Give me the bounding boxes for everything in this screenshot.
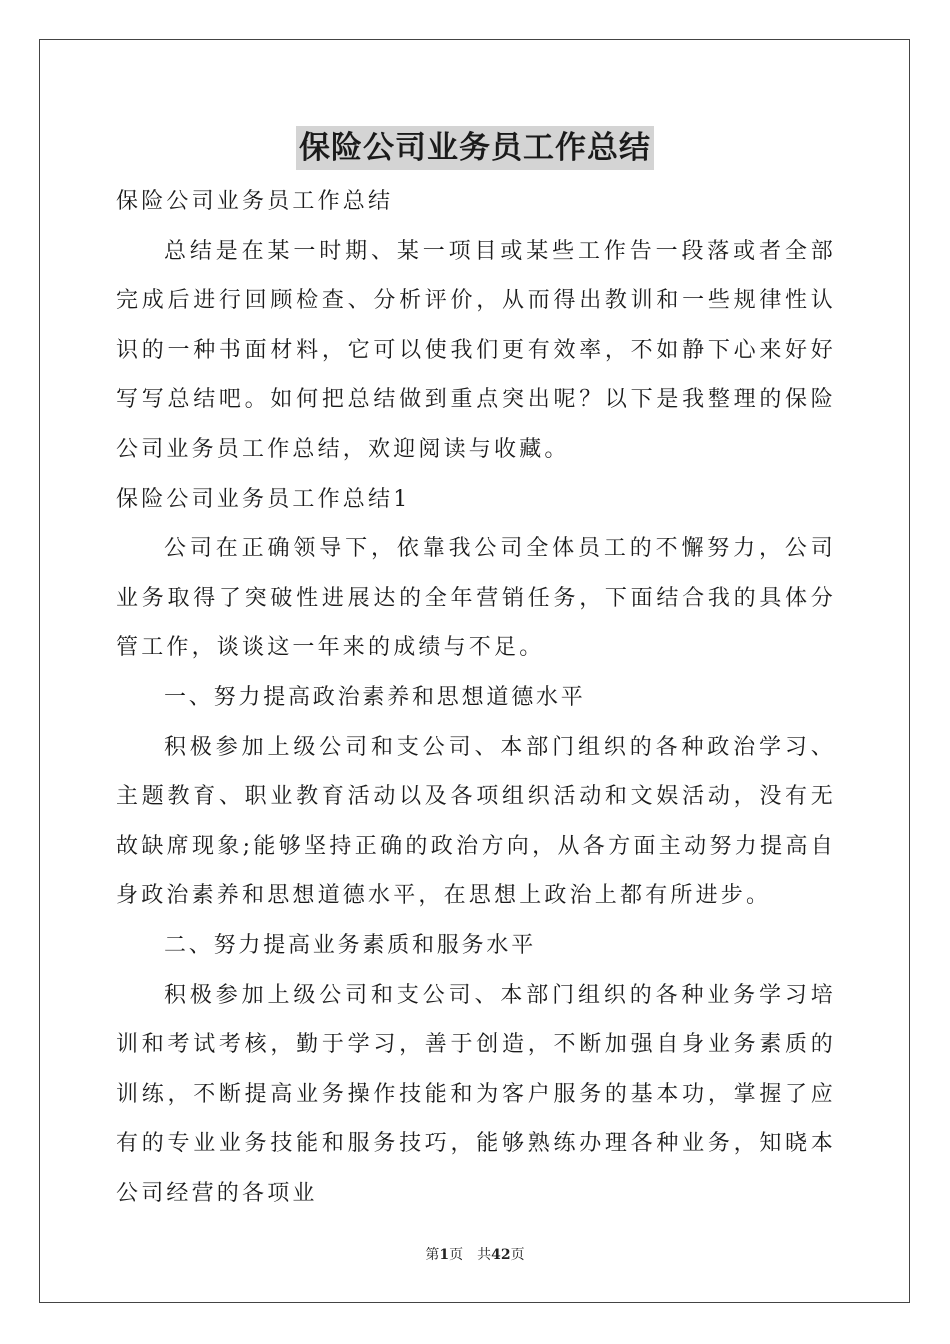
- total-pages: 42: [491, 1247, 511, 1263]
- title-container: [0, 126, 950, 170]
- subheading-two: 二、努力提高业务素质和服务水平: [164, 932, 537, 958]
- subheading-one: 一、努力提高政治素养和思想道德水平: [164, 684, 586, 710]
- subtitle-line: 保险公司业务员工作总结: [116, 189, 394, 214]
- page-footer: [0, 1246, 950, 1264]
- page-suffix: 页: [449, 1247, 464, 1263]
- total-prefix: 共: [477, 1247, 492, 1263]
- document-title: 保险公司业务员工作总结: [296, 126, 654, 170]
- body-paragraph: 公司在正确领导下，依靠我公司全体员工的不懈努力，公司业务取得了突破性进展达的全年营销任务，下面结合我的具体分管工作，谈谈这一年来的成绩与不足。: [116, 536, 836, 661]
- page-prefix: 第: [425, 1247, 440, 1263]
- page-number: 1: [439, 1247, 450, 1263]
- section-heading: 保险公司业务员工作总结1: [116, 486, 411, 512]
- total-suffix: 页: [510, 1247, 525, 1263]
- body-paragraph: 积极参加上级公司和支公司、本部门组织的各种业务学习培训和考试考核，勤于学习，善于创造，不断加强自身业务素质的训练，不断提高业务操作技能和为客户服务的基本功，掌握了应有的专业业务技能和服务技巧，能够熟练办理各种业务，知晓本公司经营的各项业: [116, 982, 836, 1206]
- document-body: [116, 177, 836, 1218]
- body-paragraph: 积极参加上级公司和支公司、本部门组织的各种政治学习、主题教育、职业教育活动以及各项组织活动和文娱活动，没有无故缺席现象;能够坚持正确的政治方向，从各方面主动努力提高自身政治素养和思想道德水平，在思想上政治上都有所进步。: [116, 734, 836, 909]
- intro-paragraph: 总结是在某一时期、某一项目或某些工作告一段落或者全部完成后进行回顾检查、分析评价，从而得出教训和一些规律性认识的一种书面材料，它可以使我们更有效率，不如静下心来好好写写总结吧。如何把总结做到重点突出呢？以下是我整理的保险公司业务员工作总结，欢迎阅读与收藏。: [116, 238, 836, 462]
